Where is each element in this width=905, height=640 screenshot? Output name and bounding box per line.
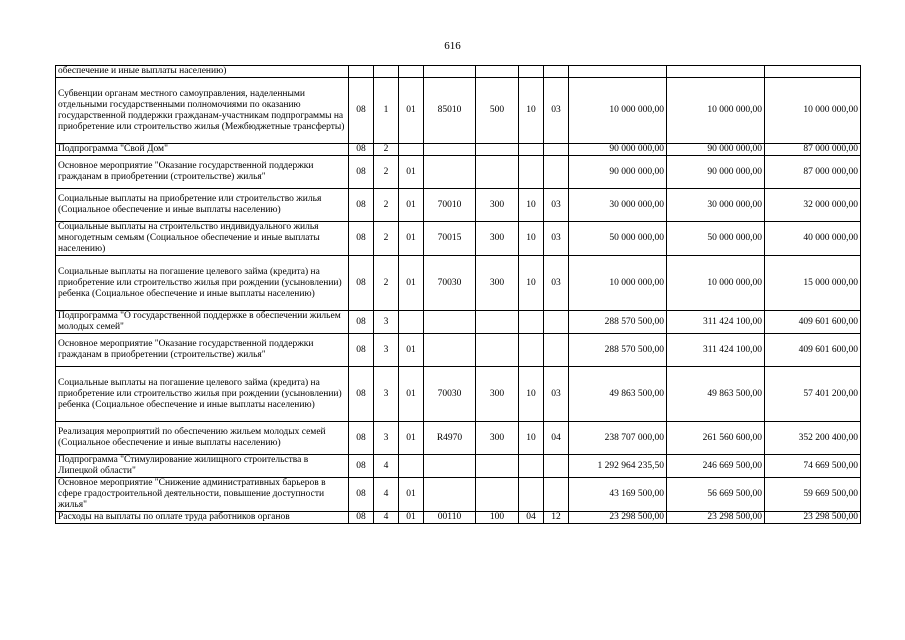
page-number: 616 — [444, 40, 461, 52]
code-cell: 2 — [374, 189, 399, 222]
table-row — [56, 222, 861, 256]
amount-cell: 43 169 500,00 — [569, 478, 667, 512]
code-cell — [476, 455, 519, 478]
code-cell: 4 — [374, 455, 399, 478]
amount-cell: 23 298 500,00 — [667, 512, 765, 524]
code-cell — [519, 334, 544, 367]
code-cell: 08 — [349, 222, 374, 256]
amount-cell: 10 000 000,00 — [569, 256, 667, 311]
code-cell: 3 — [374, 311, 399, 334]
code-cell — [399, 66, 424, 78]
amount-cell: 49 863 500,00 — [569, 367, 667, 422]
code-cell: 3 — [374, 367, 399, 422]
row-description-cell: Подпрограмма "Свой Дом" — [56, 144, 349, 156]
code-cell — [476, 478, 519, 512]
row-description-cell: Субвенции органам местного самоуправления, наделенными отдельными государственными полномочиями по оказанию государственной поддержки гражданам-участникам подпрограммы на приобретение или строительство жилья (Межбюджетные трансферты) — [56, 78, 349, 144]
code-cell — [519, 156, 544, 189]
code-cell — [424, 144, 476, 156]
amount-cell: 57 401 200,00 — [765, 367, 861, 422]
amount-cell: 288 570 500,00 — [569, 311, 667, 334]
code-cell: 00110 — [424, 512, 476, 524]
amount-cell: 49 863 500,00 — [667, 367, 765, 422]
amount-cell: 90 000 000,00 — [569, 144, 667, 156]
code-cell — [399, 311, 424, 334]
code-cell: 08 — [349, 189, 374, 222]
amount-cell: 50 000 000,00 — [569, 222, 667, 256]
row-description-cell: обеспечение и иные выплаты населению) — [56, 66, 349, 78]
row-description-cell: Социальные выплаты на приобретение или строительство жилья (Социальное обеспечение и иные выплаты населению) — [56, 189, 349, 222]
code-cell — [476, 66, 519, 78]
row-description-cell: Социальные выплаты на погашение целевого займа (кредита) на приобретение или строительство жилья при рождении (усыновлении) ребенка (Социальное обеспечение и иные выплаты населению) — [56, 256, 349, 311]
amount-cell: 90 000 000,00 — [667, 144, 765, 156]
code-cell: 12 — [544, 512, 569, 524]
amount-cell: 87 000 000,00 — [765, 144, 861, 156]
code-cell: 10 — [519, 222, 544, 256]
code-cell — [374, 66, 399, 78]
table-row — [56, 144, 861, 156]
amount-cell: 90 000 000,00 — [569, 156, 667, 189]
row-description-cell: Основное мероприятие "Оказание государственной поддержки гражданам в приобретении (строительстве) жилья" — [56, 334, 349, 367]
code-cell: 08 — [349, 422, 374, 455]
row-description-cell: Социальные выплаты на строительство индивидуального жилья многодетным семьям (Социальное обеспечение и иные выплаты населению) — [56, 222, 349, 256]
row-description-cell: Основное мероприятие "Оказание государственной поддержки гражданам в приобретении (строительстве) жилья" — [56, 156, 349, 189]
code-cell — [349, 66, 374, 78]
code-cell: 01 — [399, 334, 424, 367]
amount-cell — [765, 66, 861, 78]
code-cell: 10 — [519, 189, 544, 222]
code-cell: 300 — [476, 367, 519, 422]
code-cell: 04 — [544, 422, 569, 455]
amount-cell: 1 292 964 235,50 — [569, 455, 667, 478]
code-cell — [424, 156, 476, 189]
code-cell: 08 — [349, 156, 374, 189]
table-row — [56, 256, 861, 311]
table-row — [56, 156, 861, 189]
code-cell — [519, 478, 544, 512]
table-row — [56, 455, 861, 478]
code-cell: 08 — [349, 256, 374, 311]
code-cell: 85010 — [424, 78, 476, 144]
code-cell: 01 — [399, 256, 424, 311]
row-description-cell: Подпрограмма "Стимулирование жилищного строительства в Липецкой области" — [56, 455, 349, 478]
code-cell: 10 — [519, 422, 544, 455]
table-row — [56, 311, 861, 334]
code-cell — [544, 156, 569, 189]
amount-cell: 87 000 000,00 — [765, 156, 861, 189]
code-cell: 08 — [349, 512, 374, 524]
code-cell — [424, 66, 476, 78]
code-cell: 2 — [374, 144, 399, 156]
code-cell: 08 — [349, 78, 374, 144]
table-row — [56, 512, 861, 524]
code-cell — [519, 66, 544, 78]
budget-table — [55, 65, 861, 524]
amount-cell: 30 000 000,00 — [667, 189, 765, 222]
code-cell: 70030 — [424, 367, 476, 422]
amount-cell: 30 000 000,00 — [569, 189, 667, 222]
code-cell: 10 — [519, 256, 544, 311]
code-cell: 500 — [476, 78, 519, 144]
table-row — [56, 66, 861, 78]
code-cell — [424, 455, 476, 478]
code-cell — [544, 144, 569, 156]
amount-cell: 311 424 100,00 — [667, 311, 765, 334]
code-cell: 08 — [349, 367, 374, 422]
code-cell — [399, 144, 424, 156]
code-cell — [424, 311, 476, 334]
amount-cell: 10 000 000,00 — [667, 78, 765, 144]
row-description-cell: Подпрограмма "О государственной поддержке в обеспечении жильем молодых семей" — [56, 311, 349, 334]
code-cell: 4 — [374, 478, 399, 512]
code-cell: 01 — [399, 189, 424, 222]
table-row — [56, 78, 861, 144]
code-cell — [399, 455, 424, 478]
code-cell: 01 — [399, 478, 424, 512]
code-cell: 03 — [544, 78, 569, 144]
code-cell: 70015 — [424, 222, 476, 256]
table-row — [56, 422, 861, 455]
code-cell: 2 — [374, 156, 399, 189]
row-description-cell: Реализация мероприятий по обеспечению жильем молодых семей (Социальное обеспечение и иные выплаты населению) — [56, 422, 349, 455]
table-row — [56, 189, 861, 222]
code-cell: 100 — [476, 512, 519, 524]
code-cell: 300 — [476, 189, 519, 222]
amount-cell: 74 669 500,00 — [765, 455, 861, 478]
code-cell: 10 — [519, 367, 544, 422]
code-cell: R4970 — [424, 422, 476, 455]
row-description-cell: Социальные выплаты на погашение целевого займа (кредита) на приобретение или строительство жилья при рождении (усыновлении) ребенка (Социальное обеспечение и иные выплаты населению) — [56, 367, 349, 422]
code-cell: 70030 — [424, 256, 476, 311]
amount-cell: 246 669 500,00 — [667, 455, 765, 478]
code-cell — [519, 144, 544, 156]
code-cell: 1 — [374, 78, 399, 144]
amount-cell: 238 707 000,00 — [569, 422, 667, 455]
amount-cell — [569, 66, 667, 78]
code-cell — [476, 156, 519, 189]
code-cell: 03 — [544, 256, 569, 311]
code-cell: 08 — [349, 144, 374, 156]
amount-cell: 261 560 600,00 — [667, 422, 765, 455]
code-cell: 2 — [374, 222, 399, 256]
code-cell — [424, 478, 476, 512]
code-cell: 300 — [476, 256, 519, 311]
code-cell: 01 — [399, 222, 424, 256]
table-row — [56, 478, 861, 512]
code-cell: 70010 — [424, 189, 476, 222]
code-cell: 01 — [399, 422, 424, 455]
code-cell: 3 — [374, 334, 399, 367]
code-cell: 300 — [476, 222, 519, 256]
amount-cell: 40 000 000,00 — [765, 222, 861, 256]
row-description-cell: Расходы на выплаты по оплате труда работников органов — [56, 512, 349, 524]
code-cell — [476, 334, 519, 367]
code-cell — [544, 311, 569, 334]
amount-cell: 352 200 400,00 — [765, 422, 861, 455]
amount-cell: 288 570 500,00 — [569, 334, 667, 367]
amount-cell: 23 298 500,00 — [765, 512, 861, 524]
code-cell: 01 — [399, 512, 424, 524]
amount-cell: 56 669 500,00 — [667, 478, 765, 512]
code-cell: 01 — [399, 367, 424, 422]
amount-cell: 311 424 100,00 — [667, 334, 765, 367]
code-cell: 10 — [519, 78, 544, 144]
amount-cell: 59 669 500,00 — [765, 478, 861, 512]
table-row — [56, 367, 861, 422]
code-cell: 08 — [349, 334, 374, 367]
code-cell: 300 — [476, 422, 519, 455]
code-cell — [476, 311, 519, 334]
code-cell — [519, 311, 544, 334]
amount-cell: 90 000 000,00 — [667, 156, 765, 189]
code-cell — [519, 455, 544, 478]
code-cell: 01 — [399, 156, 424, 189]
code-cell — [544, 334, 569, 367]
amount-cell: 50 000 000,00 — [667, 222, 765, 256]
code-cell: 04 — [519, 512, 544, 524]
code-cell: 08 — [349, 311, 374, 334]
amount-cell: 10 000 000,00 — [765, 78, 861, 144]
code-cell — [544, 478, 569, 512]
code-cell: 08 — [349, 478, 374, 512]
code-cell: 4 — [374, 512, 399, 524]
code-cell — [476, 144, 519, 156]
code-cell: 3 — [374, 422, 399, 455]
amount-cell: 409 601 600,00 — [765, 334, 861, 367]
code-cell — [544, 455, 569, 478]
row-description-cell: Основное мероприятие "Снижение административных барьеров в сфере градостроительной деятельности, повышение доступности жилья" — [56, 478, 349, 512]
code-cell: 01 — [399, 78, 424, 144]
amount-cell: 409 601 600,00 — [765, 311, 861, 334]
code-cell — [424, 334, 476, 367]
code-cell: 08 — [349, 455, 374, 478]
code-cell — [544, 66, 569, 78]
code-cell: 03 — [544, 222, 569, 256]
table-row — [56, 334, 861, 367]
amount-cell: 15 000 000,00 — [765, 256, 861, 311]
code-cell: 03 — [544, 367, 569, 422]
code-cell: 2 — [374, 256, 399, 311]
amount-cell: 32 000 000,00 — [765, 189, 861, 222]
amount-cell — [667, 66, 765, 78]
amount-cell: 10 000 000,00 — [667, 256, 765, 311]
amount-cell: 23 298 500,00 — [569, 512, 667, 524]
amount-cell: 10 000 000,00 — [569, 78, 667, 144]
code-cell: 03 — [544, 189, 569, 222]
